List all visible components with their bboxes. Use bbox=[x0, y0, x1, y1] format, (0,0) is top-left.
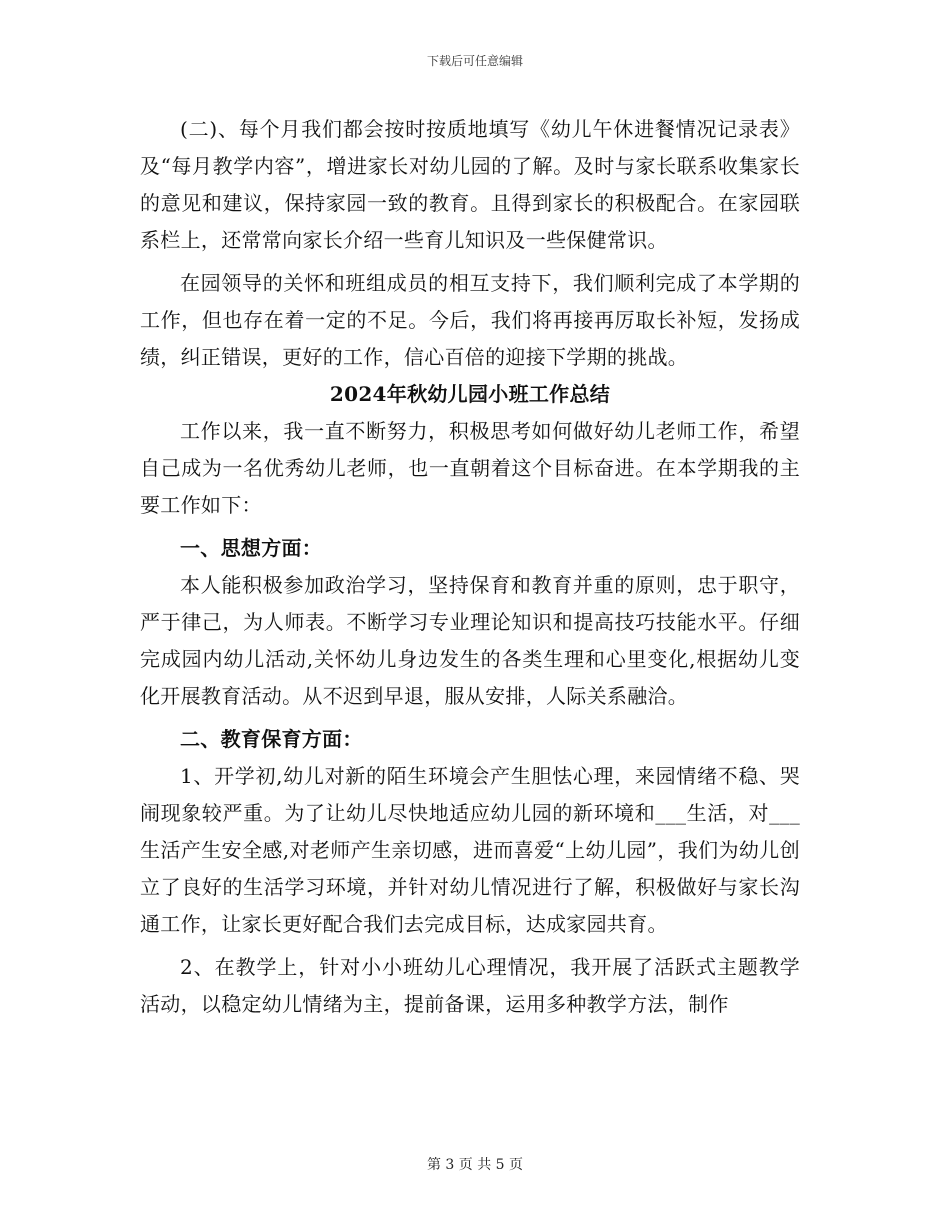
page-footer: 第 3 页 共 5 页 bbox=[426, 1157, 524, 1173]
paragraph-introduction: 工作以来，我一直不断努力，积极思考如何做好幼儿老师工作，希望自己成为一名优秀幼儿老师，也一直朝着这个目标奋进。在本学期我的主要工作如下： bbox=[140, 419, 800, 517]
section-heading-education: 二、教育保育方面： bbox=[180, 727, 363, 751]
paragraph-education-item-1: 1、开学初,幼儿对新的陌生环境会产生胆怯心理，来园情绪不稳、哭闹现象较严重。为了让幼儿尽快地适应幼儿园的新环境和___生活，对___生活产生安全感,对老师产生亲切感，进而喜爱“上幼儿园”，我们为幼儿创立了良好的生活学习环境，并针对幼儿情况进行了解，积极做好与家长沟通工作，让家长更好配合我们去完成目标，达成家园共育。 bbox=[140, 764, 800, 936]
paragraph-education-item-2: 2、在教学上，针对小小班幼儿心理情况，我开展了活跃式主题教学活动，以稳定幼儿情绪为主，提前备课，运用多种教学方法，制作 bbox=[140, 955, 800, 1016]
paragraph-parent-communication: (二)、每个月我们都会按时按质地填写《幼儿午休进餐情况记录表》及“每月教学内容”，增进家长对幼儿园的了解。及时与家长联系收集家长的意见和建议，保持家园一致的教育。且得到家长的积极配合。在家园联系栏上，还常常向家长介绍一些育儿知识及一些保健常识。 bbox=[140, 117, 800, 252]
paragraph-ideology: 本人能积极参加政治学习，坚持保育和教育并重的原则，忠于职守，严于律己，为人师表。不断学习专业理论知识和提高技巧技能水平。仔细完成园内幼儿活动,关怀幼儿身边发生的各类生理和心里变化,根据幼儿变化开展教育活动。从不迟到早退，服从安排，人际关系融洽。 bbox=[140, 573, 800, 708]
paragraph-semester-conclusion: 在园领导的关怀和班组成员的相互支持下，我们顺利完成了本学期的工作，但也存在着一定的不足。今后，我们将再接再厉取长补短，发扬成绩，纠正错误，更好的工作，信心百倍的迎接下学期的挑战。 bbox=[140, 271, 800, 369]
section-heading-ideology: 一、思想方面： bbox=[180, 536, 323, 560]
document-title: 2024年秋幼儿园小班工作总结 bbox=[329, 382, 611, 406]
document-body bbox=[140, 111, 800, 1023]
page-header: 下载后可任意编辑 bbox=[426, 54, 523, 68]
